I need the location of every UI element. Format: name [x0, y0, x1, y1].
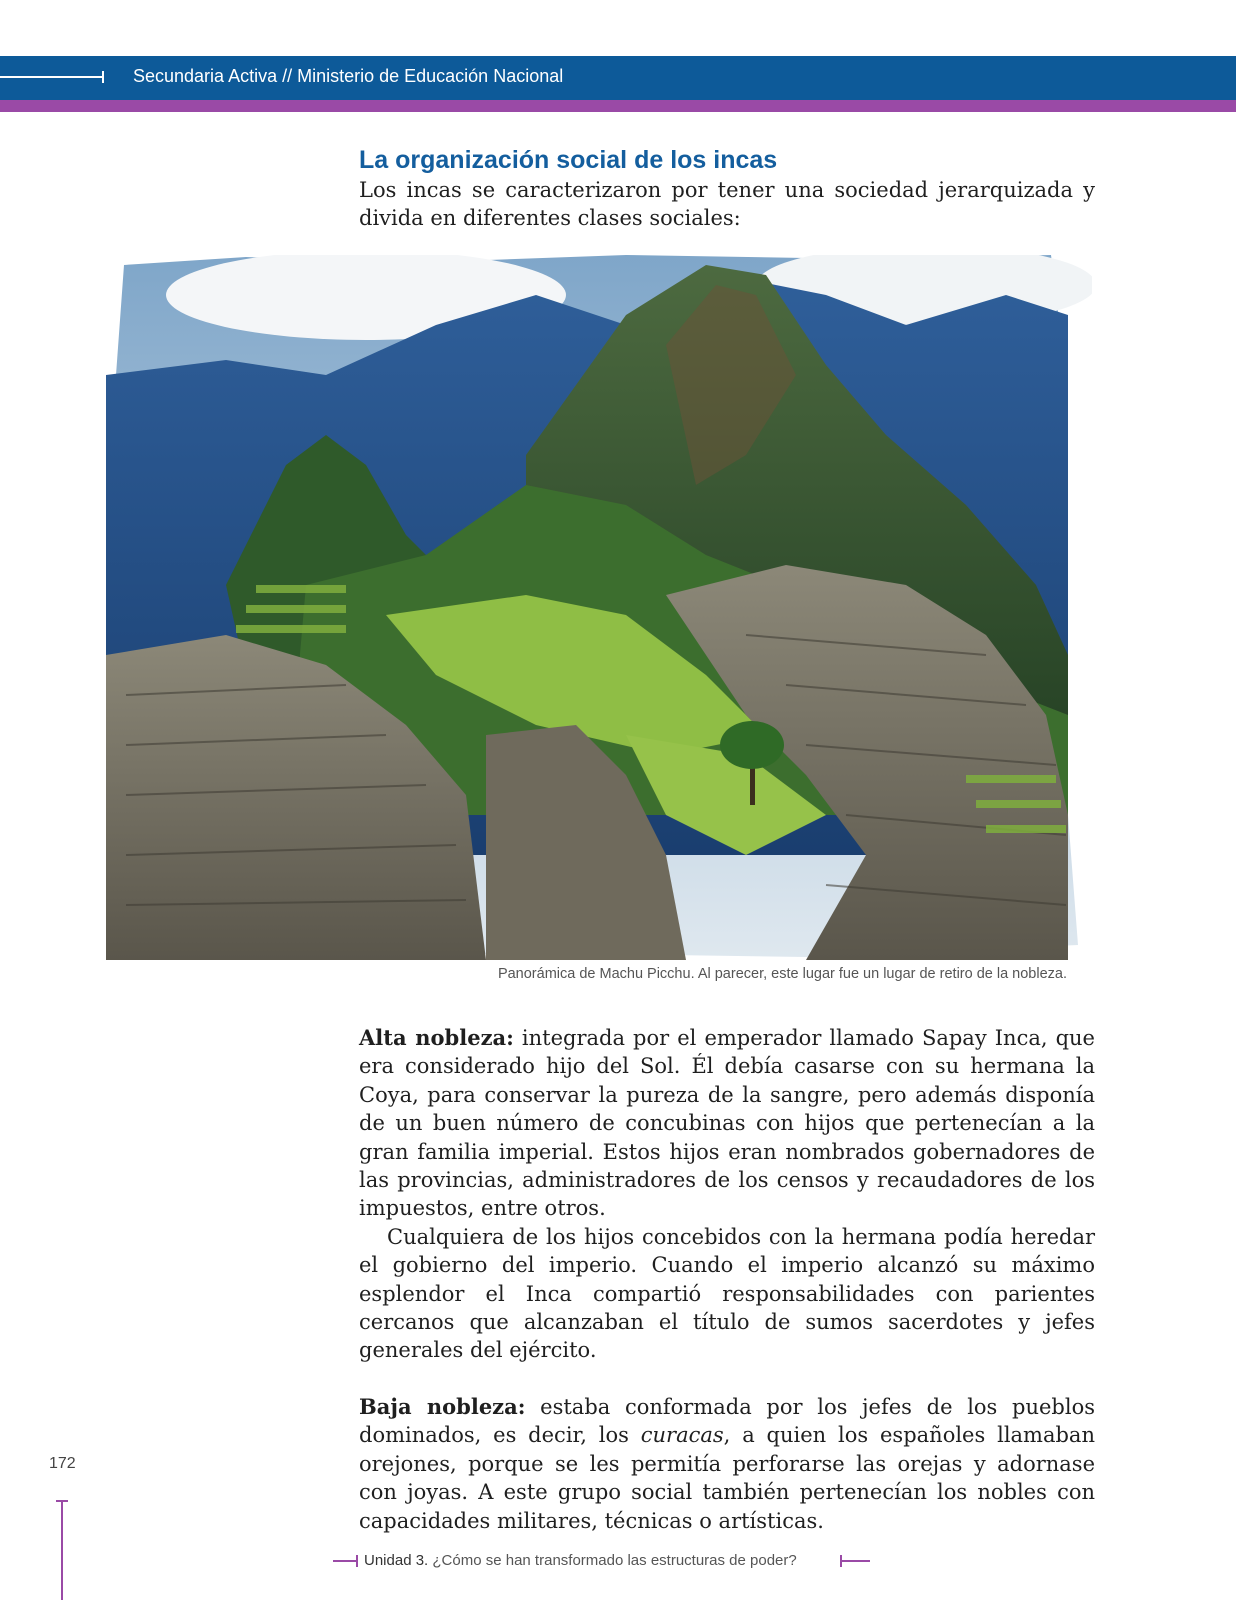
footer-unit-title [364, 1552, 797, 1569]
machu-picchu-photo [106, 255, 1092, 960]
alta-nobleza-text: integrada por el emperador llamado Sapay Inca, que era considerado hijo del Sol. Él debía casarse con su hermana la Coya, para conservar la pureza de la sangre, pero además disponía de un buen número de concubinas con hijos que pertenecían a la gran familia imperial. Estos hijos eran nombrados gobernadores de las provincias, administradores de los censos y recaudadores de los impuestos, entre otros. [359, 1026, 1095, 1221]
baja-nobleza-text-before: estaba conformada por los jefes de los pueblos dominados, es decir, los [359, 1394, 1095, 1448]
body-text [359, 1024, 1095, 1535]
footer-rule-left [333, 1560, 357, 1562]
footer-tick-left [356, 1555, 358, 1567]
header-rule [0, 76, 104, 78]
margin-line [61, 1500, 63, 1600]
footer-unit-label: Unidad 3. [364, 1552, 429, 1569]
footer-rule-right [840, 1560, 870, 1562]
term-alta-nobleza: Alta nobleza: [359, 1025, 514, 1050]
paragraph-alta-nobleza [359, 1024, 1095, 1223]
baja-nobleza-text-after: , a quien los españoles llamaban orejones, porque se les permitía perforarse las orejas y adornase con joyas. A este grupo social también pertenecían los nobles con capacidades militares, técnicas o artísticas. [359, 1423, 1095, 1533]
section-title: La organización social de los incas [359, 146, 778, 174]
footer-unit-question: ¿Cómo se han transformado las estructuras de poder? [428, 1552, 797, 1569]
photo-caption: Panorámica de Machu Picchu. Al parecer, este lugar fue un lugar de retiro de la nobleza. [497, 966, 1067, 982]
running-title: Secundaria Activa // Ministerio de Educación Nacional [133, 66, 564, 86]
paragraph-baja-nobleza [359, 1393, 1095, 1535]
term-baja-nobleza: Baja nobleza: [359, 1393, 526, 1419]
header-accent-stripe [0, 100, 1236, 112]
term-curacas: curacas [640, 1423, 724, 1448]
header-rule-tick [102, 71, 104, 83]
paragraph-alta-nobleza-cont: Cualquiera de los hijos concebidos con la hermana podía heredar el gobierno del imperio. Cuando el imperio alcanzó su máximo esplendor el Inca compartió responsabilidades con parientes cercanos que alcanzaban el título de sumos sacerdotes y jefes generales del ejército. [359, 1224, 1095, 1363]
page-number: 172 [49, 1455, 76, 1472]
section-intro: Los incas se caracterizaron por tener una sociedad jerarquizada y divida en diferentes clases sociales: [359, 178, 1095, 230]
